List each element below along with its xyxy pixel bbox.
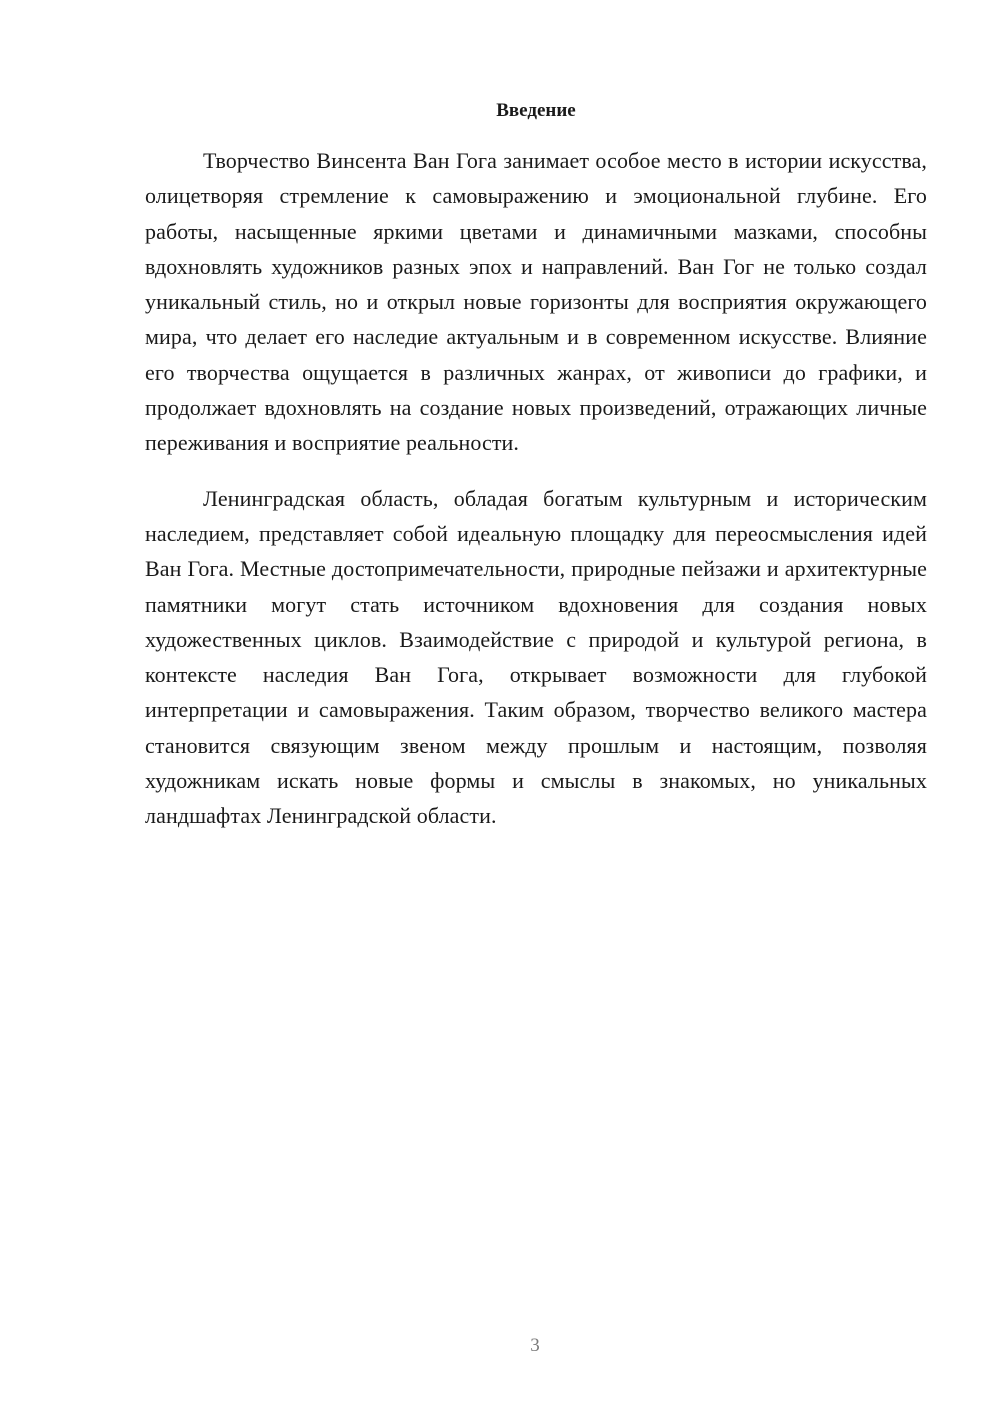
paragraph-1: Творчество Винсента Ван Гога занимает особое место в истории искусства, олицетворяя стремление к самовыражению и эмоциональной глубине. Его работы, насыщенные яркими цветами и динамичными мазками, способны вдохновлять художников разных эпох и направлений. Ван Гог не только создал уникальный стиль, но и открыл новые горизонты для восприятия окружающего мира, что делает его наследие актуальным и в современном искусстве. Влияние его творчества ощущается в различных жанрах, от живописи до графики, и продолжает вдохновлять на создание новых произведений, отражающих личные переживания и восприятие реальности.	[145, 148, 927, 456]
paragraph-2: Ленинградская область, обладая богатым культурным и историческим наследием, представляет собой идеальную площадку для переосмысления идей Ван Гога. Местные достопримечательности, природные пейзажи и архитектурные памятники могут стать источником вдохновения для создания новых художественных циклов. Взаимодействие с природой и культурой региона, в контексте наследия Ван Гога, открывает возможности для глубокой интерпретации и самовыражения. Таким образом, творчество великого мастера становится связующим звеном между прошлым и настоящим, позволяя художникам искать новые формы и смыслы в знакомых, но уникальных ландшафтах Ленинградской области.	[145, 485, 927, 829]
page-number: 3	[530, 1335, 540, 1356]
body-text	[145, 143, 927, 834]
section-heading: Введение	[496, 100, 576, 121]
